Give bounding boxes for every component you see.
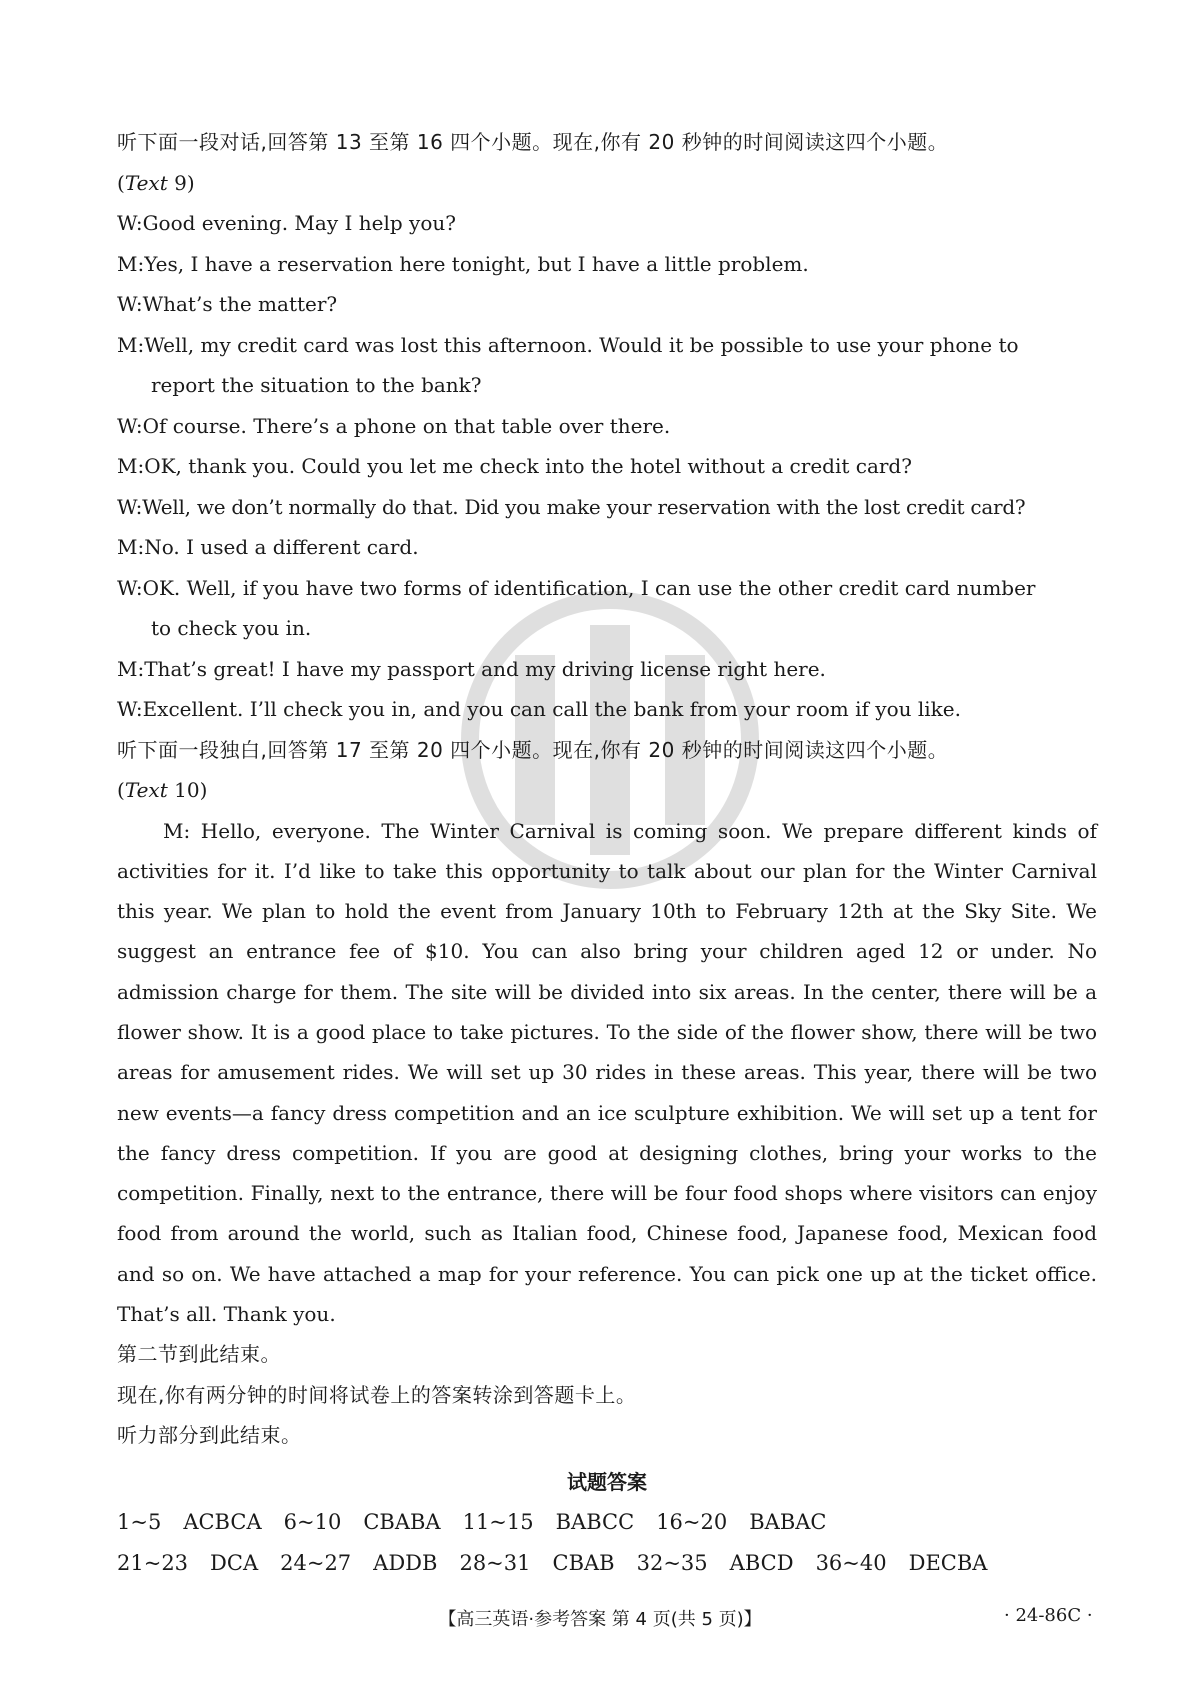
dialogue	[117, 203, 1097, 730]
answer-key: ABCD	[729, 1550, 794, 1575]
answer-key: DCA	[210, 1550, 259, 1575]
dialogue-line: M:That’s great! I have my passport and my driving license right here.	[117, 656, 826, 681]
closing-line: 听力部分到此结束。	[117, 1423, 302, 1448]
text-10-label: (Text 10)	[117, 778, 208, 802]
footer-page-info: 【高三英语·参考答案 第 4 页(共 5 页)】	[438, 1609, 762, 1630]
document-body	[117, 122, 1097, 1584]
closing-line: 现在,你有两分钟的时间将试卷上的答案转涂到答题卡上。	[117, 1382, 637, 1407]
answer-key: ADDB	[373, 1550, 438, 1575]
answers-title: 试题答案	[567, 1469, 647, 1494]
answers-row-2	[117, 1543, 1097, 1584]
closing-line: 第二节到此结束。	[117, 1342, 281, 1367]
answer-key: DECBA	[908, 1550, 988, 1575]
answer-key: BABCC	[555, 1509, 635, 1534]
text-9-label: (Text 9)	[117, 170, 195, 195]
dialogue-line: W:What’s the matter?	[117, 292, 338, 316]
dialogue-line: W:Well, we don’t normally do that. Did you make your reservation with the lost credit card?	[117, 494, 1026, 519]
dialogue-line: W:Good evening. May I help you?	[117, 211, 456, 235]
answer-range: 21~23	[117, 1550, 189, 1575]
answers-row-1	[117, 1502, 1097, 1543]
monologue-paragraph: M: Hello, everyone. The Winter Carnival is coming soon. We prepare different kinds of activities for it. I’d like to take this opportunity to talk about our plan for the Winter Carnival this year. We plan to hold the event from January 10th to February 12th at the Sky Site. We suggest an entrance fee of $10. You can also bring your children aged 12 or under. No admission charge for them. The site will be divided into six areas. In the center, there will be a flower show. It is a good place to take pictures. To the side of the flower show, there will be two areas for amusement rides. We will set up 30 rides in these areas. This year, there will be two new events—a fancy dress competition and an ice sculpture exhibition. We will set up a tent for the fancy dress competition. If you are good at designing clothes, bring your works to the competition. Finally, next to the entrance, there will be four food shops where visitors can enjoy food from around the world, such as Italian food, Chinese food, Japanese food, Mexican food and so on. We have attached a map for your reference. You can pick one up at the ticket office. That’s all. Thank you.	[117, 818, 1097, 1327]
dialogue-line: M:Well, my credit card was lost this afternoon. Would it be possible to use your phone to	[117, 332, 1019, 357]
answer-range: 11~15	[462, 1509, 534, 1534]
dialogue-line: M:No. I used a different card.	[117, 535, 419, 559]
dialogue-line: W:Of course. There’s a phone on that table over there.	[117, 413, 671, 438]
section2-intro: 听下面一段独白,回答第 17 至第 20 四个小题。现在,你有 20 秒钟的时间阅读这四个小题。	[117, 737, 949, 762]
answer-range: 1~5	[117, 1509, 162, 1534]
answer-range: 16~20	[656, 1509, 728, 1534]
answer-key: CBAB	[552, 1550, 615, 1575]
dialogue-line: W:OK. Well, if you have two forms of identification, I can use the other credit card number	[117, 575, 1036, 600]
dialogue-line: W:Excellent. I’ll check you in, and you can call the bank from your room if you like.	[117, 697, 961, 721]
answer-range: 6~10	[283, 1509, 342, 1534]
dialogue-line-continuation: report the situation to the bank?	[151, 373, 482, 397]
dialogue-line-continuation: to check you in.	[151, 616, 312, 640]
answer-range: 24~27	[280, 1550, 352, 1575]
footer-code: · 24-86C ·	[1004, 1605, 1093, 1626]
answer-range: 28~31	[459, 1550, 531, 1575]
answer-key: CBABA	[363, 1509, 441, 1534]
answer-range: 36~40	[815, 1550, 887, 1575]
dialogue-line: M:Yes, I have a reservation here tonight, but I have a little problem.	[117, 251, 809, 276]
section1-intro: 听下面一段对话,回答第 13 至第 16 四个小题。现在,你有 20 秒钟的时间阅读这四个小题。	[117, 130, 949, 154]
answer-key: BABAC	[749, 1509, 827, 1534]
answer-key: ACBCA	[183, 1509, 262, 1534]
answer-range: 32~35	[636, 1550, 708, 1575]
dialogue-line: M:OK, thank you. Could you let me check into the hotel without a credit card?	[117, 454, 912, 478]
